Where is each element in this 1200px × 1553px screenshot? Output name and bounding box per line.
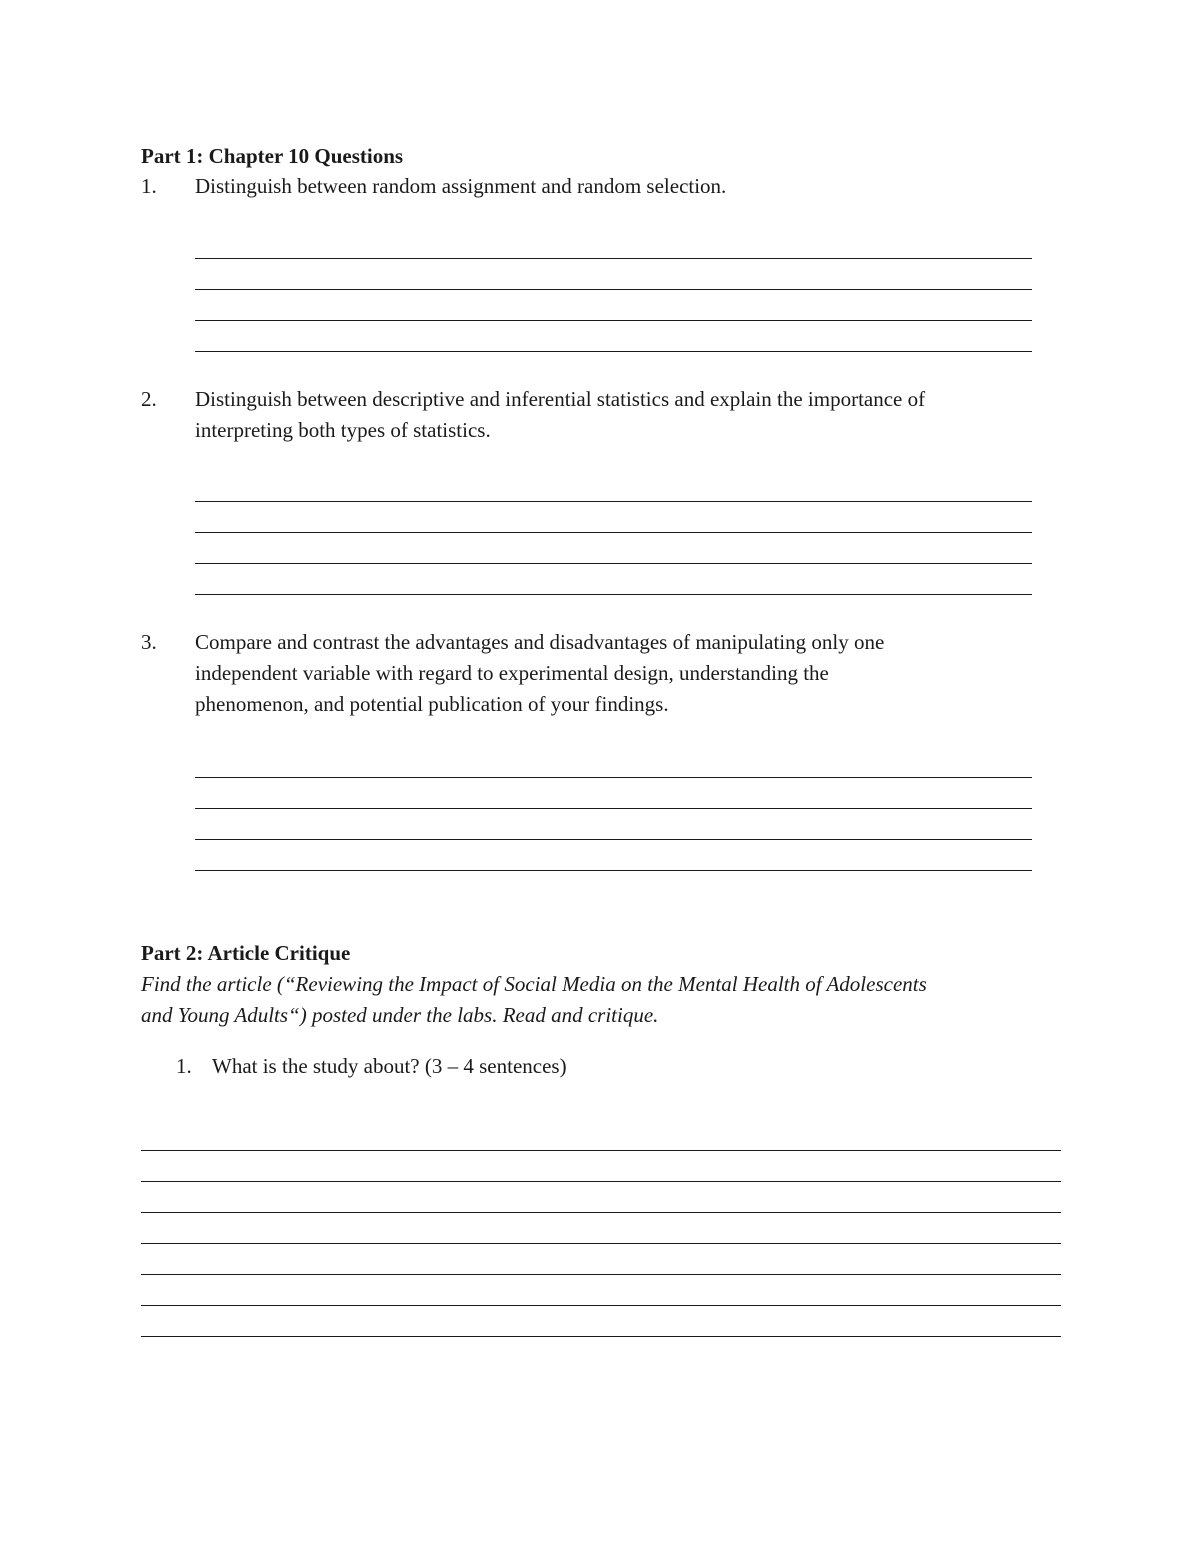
part2-intro-line-1: Find the article (“Reviewing the Impact of Social Media on the Mental Health of Adolescents [141, 972, 927, 996]
question-3-line-3: phenomenon, and potential publication of your findings. [195, 692, 669, 716]
part1-heading: Part 1: Chapter 10 Questions [141, 144, 404, 168]
answer-line[interactable] [141, 1336, 1061, 1337]
question-2-text [195, 384, 1035, 446]
question-1-text [195, 171, 1035, 202]
answer-line[interactable] [195, 563, 1032, 564]
answer-line[interactable] [141, 1181, 1061, 1182]
question-3-answer-lines[interactable] [195, 777, 1032, 901]
part2-heading: Part 2: Article Critique [141, 941, 351, 965]
part2-question-1-number: 1. [176, 1054, 192, 1078]
question-1-number: 1. [141, 174, 157, 198]
part2-intro [141, 969, 1061, 1031]
answer-line[interactable] [195, 777, 1032, 778]
question-1-answer-lines[interactable] [195, 258, 1032, 382]
question-1-line-1: Distinguish between random assignment and random selection. [195, 174, 727, 198]
answer-line[interactable] [195, 808, 1032, 809]
answer-line[interactable] [141, 1305, 1061, 1306]
answer-line[interactable] [195, 351, 1032, 352]
answer-line[interactable] [195, 870, 1032, 871]
answer-line[interactable] [141, 1274, 1061, 1275]
answer-line[interactable] [195, 594, 1032, 595]
question-3-text [195, 627, 1035, 720]
part2-question-1 [176, 1051, 567, 1082]
answer-line[interactable] [195, 258, 1032, 259]
answer-line[interactable] [195, 501, 1032, 502]
part2-intro-line-2: and Young Adults“) posted under the labs. Read and critique. [141, 1003, 659, 1027]
question-2-line-2: interpreting both types of statistics. [195, 418, 491, 442]
question-2-answer-lines[interactable] [195, 501, 1032, 625]
answer-line[interactable] [141, 1150, 1061, 1151]
part2-question-1-text: What is the study about? (3 – 4 sentences) [212, 1054, 567, 1078]
question-3-line-1: Compare and contrast the advantages and disadvantages of manipulating only one [195, 630, 885, 654]
answer-line[interactable] [195, 320, 1032, 321]
question-3-line-2: independent variable with regard to experimental design, understanding the [195, 661, 829, 685]
question-2-number: 2. [141, 387, 157, 411]
question-2-line-1: Distinguish between descriptive and inferential statistics and explain the importance of [195, 387, 926, 411]
question-3-number: 3. [141, 630, 157, 654]
answer-line[interactable] [195, 839, 1032, 840]
answer-line[interactable] [141, 1243, 1061, 1244]
answer-line[interactable] [141, 1212, 1061, 1213]
answer-line[interactable] [195, 289, 1032, 290]
answer-line[interactable] [195, 532, 1032, 533]
part2-answer-lines[interactable] [141, 1150, 1061, 1367]
